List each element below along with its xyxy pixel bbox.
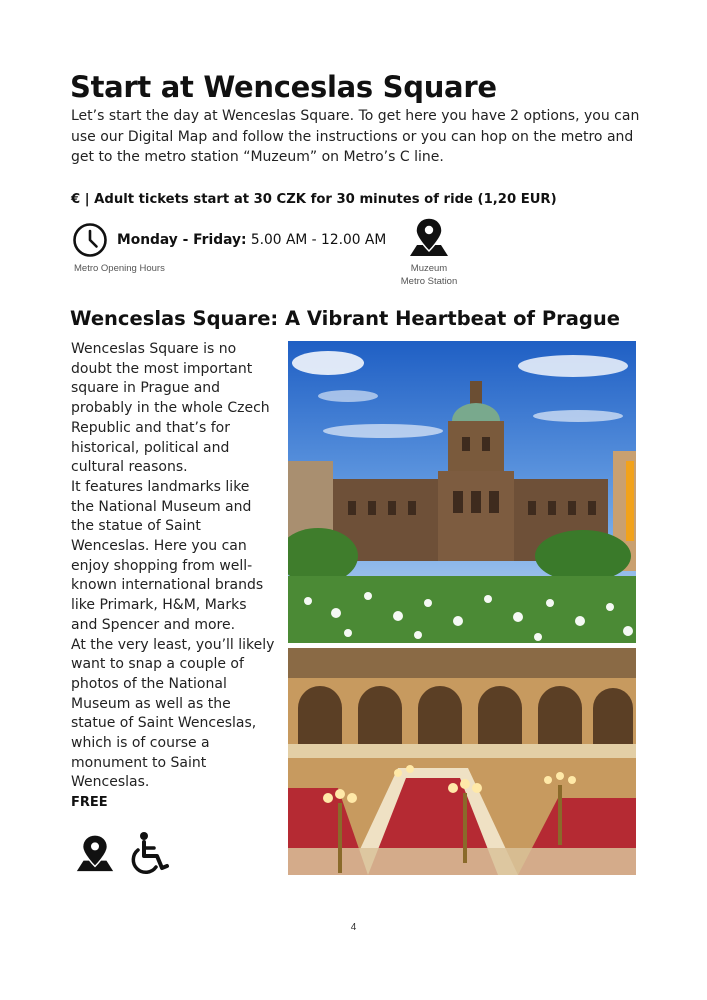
map-pin-icon [406, 216, 452, 260]
ticket-price-info: € | Adult tickets start at 30 CZK for 30 minutes of ride (1,20 EUR) [71, 192, 557, 207]
clock-icon [72, 222, 108, 258]
section-title: Wenceslas Square: A Vibrant Heartbeat of Prague [70, 307, 620, 330]
opening-time: 5.00 AM - 12.00 AM [246, 232, 387, 248]
museum-interior-photo [288, 648, 636, 875]
national-museum-photo [288, 341, 636, 643]
station-name: Muzeum [410, 263, 448, 274]
station-caption [390, 262, 468, 288]
price-label: FREE [71, 795, 108, 810]
page-title: Start at Wenceslas Square [70, 70, 497, 104]
opening-days: Monday - Friday: [117, 232, 247, 248]
map-pin-icon [72, 833, 118, 875]
body-paragraph: At the very least, you’ll likely want to snap a couple of photos of the National Museum as well as the statue of Saint Wenceslas, which is of course a monument to Saint Wenceslas. [71, 636, 275, 791]
intro-paragraph: Let’s start the day at Wenceslas Square. To get here you have 2 options, you can use our Digital Map and follow the instructions or you can hop on the metro and get to the metro station “Muzeum” on Metro’s C line. [71, 108, 640, 165]
wheelchair-icon [126, 831, 172, 877]
station-type: Metro Station [400, 276, 458, 287]
page-number: 4 [350, 922, 357, 933]
opening-hours-caption: Metro Opening Hours [74, 263, 165, 274]
body-paragraph: It features landmarks like the National Museum and the statue of Saint Wenceslas. Here you can enjoy shopping from well-known international brands like Primark, H&M, Marks and Spencer and more. [71, 478, 264, 633]
opening-hours [117, 232, 386, 248]
section-body [71, 340, 276, 793]
body-paragraph: Wenceslas Square is no doubt the most important square in Prague and probably in the whole Czech Republic and that’s for historical, political and cultural reasons. [71, 341, 270, 476]
